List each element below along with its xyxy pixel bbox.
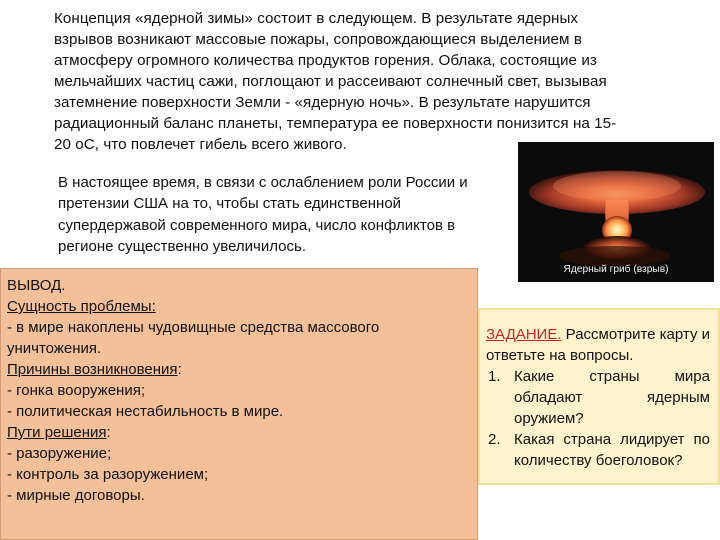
solutions-heading-line — [7, 422, 471, 443]
task-question-text-1: Какие страны мира обладают ядерным оружием? — [514, 368, 710, 427]
solutions-suffix: : — [106, 424, 111, 441]
context-paragraph: В настоящее время, в связи с ослаблением роли России и претензии США на то, чтобы стать единственной супердержавой современного мира, число конфликтов в регионе существенно увеличилось. — [58, 174, 468, 255]
causes-heading-line — [7, 359, 471, 380]
image-caption: Ядерный гриб (взрыв) — [563, 264, 669, 275]
summary-box — [0, 268, 478, 540]
mushroom-cloud-image — [518, 142, 714, 282]
solutions-title: Пути решения — [7, 424, 107, 441]
cause-item-2: - политическая нестабильность в мире. — [7, 403, 284, 420]
task-question-number-1: 1. — [488, 368, 501, 385]
task-question-number-2: 2. — [488, 431, 501, 448]
solution-item-3: - мирные договоры. — [7, 487, 145, 504]
essence-item: - в мире накоплены чудовищные средства массового уничтожения. — [7, 319, 380, 357]
task-intro: Рассмотрите карту и ответьте на вопросы. — [486, 326, 710, 364]
causes-suffix: : — [177, 361, 182, 378]
task-box — [478, 308, 720, 485]
task-question-text-2: Какая страна лидирует по количеству боеголовок? — [514, 431, 710, 469]
essence-title: Сущность проблемы: — [7, 298, 156, 315]
causes-title: Причины возникновения — [7, 361, 178, 378]
solution-item-1: - разоружение; — [7, 445, 112, 462]
solution-item-2: - контроль за разоружением; — [7, 466, 209, 483]
cause-item-1: - гонка вооружения; — [7, 382, 145, 399]
summary-heading: ВЫВОД. — [7, 277, 66, 294]
task-heading — [486, 324, 710, 366]
task-title: ЗАДАНИЕ. — [486, 326, 562, 343]
task-question-1 — [486, 366, 710, 429]
intro-paragraph: Концепция «ядерной зимы» состоит в следующем. В результате ядерных взрывов возникают массовые пожары, сопровождающиеся выделением в атмосферу огромного количества продуктов горения. Облака, состоящие из мельчайших частиц сажи, поглощают и рассеивают солнечный свет, вызывая затемнение поверхности Земли - «ядерную ночь». В результате нарушится радиационный баланс планеты, температура ее поверхности понизится на 15- 20 oC, что повлечет гибель всего живого. — [54, 10, 617, 153]
task-question-2 — [486, 429, 710, 471]
mushroom-cloud-picture — [518, 142, 714, 282]
task-question-list — [486, 366, 710, 471]
